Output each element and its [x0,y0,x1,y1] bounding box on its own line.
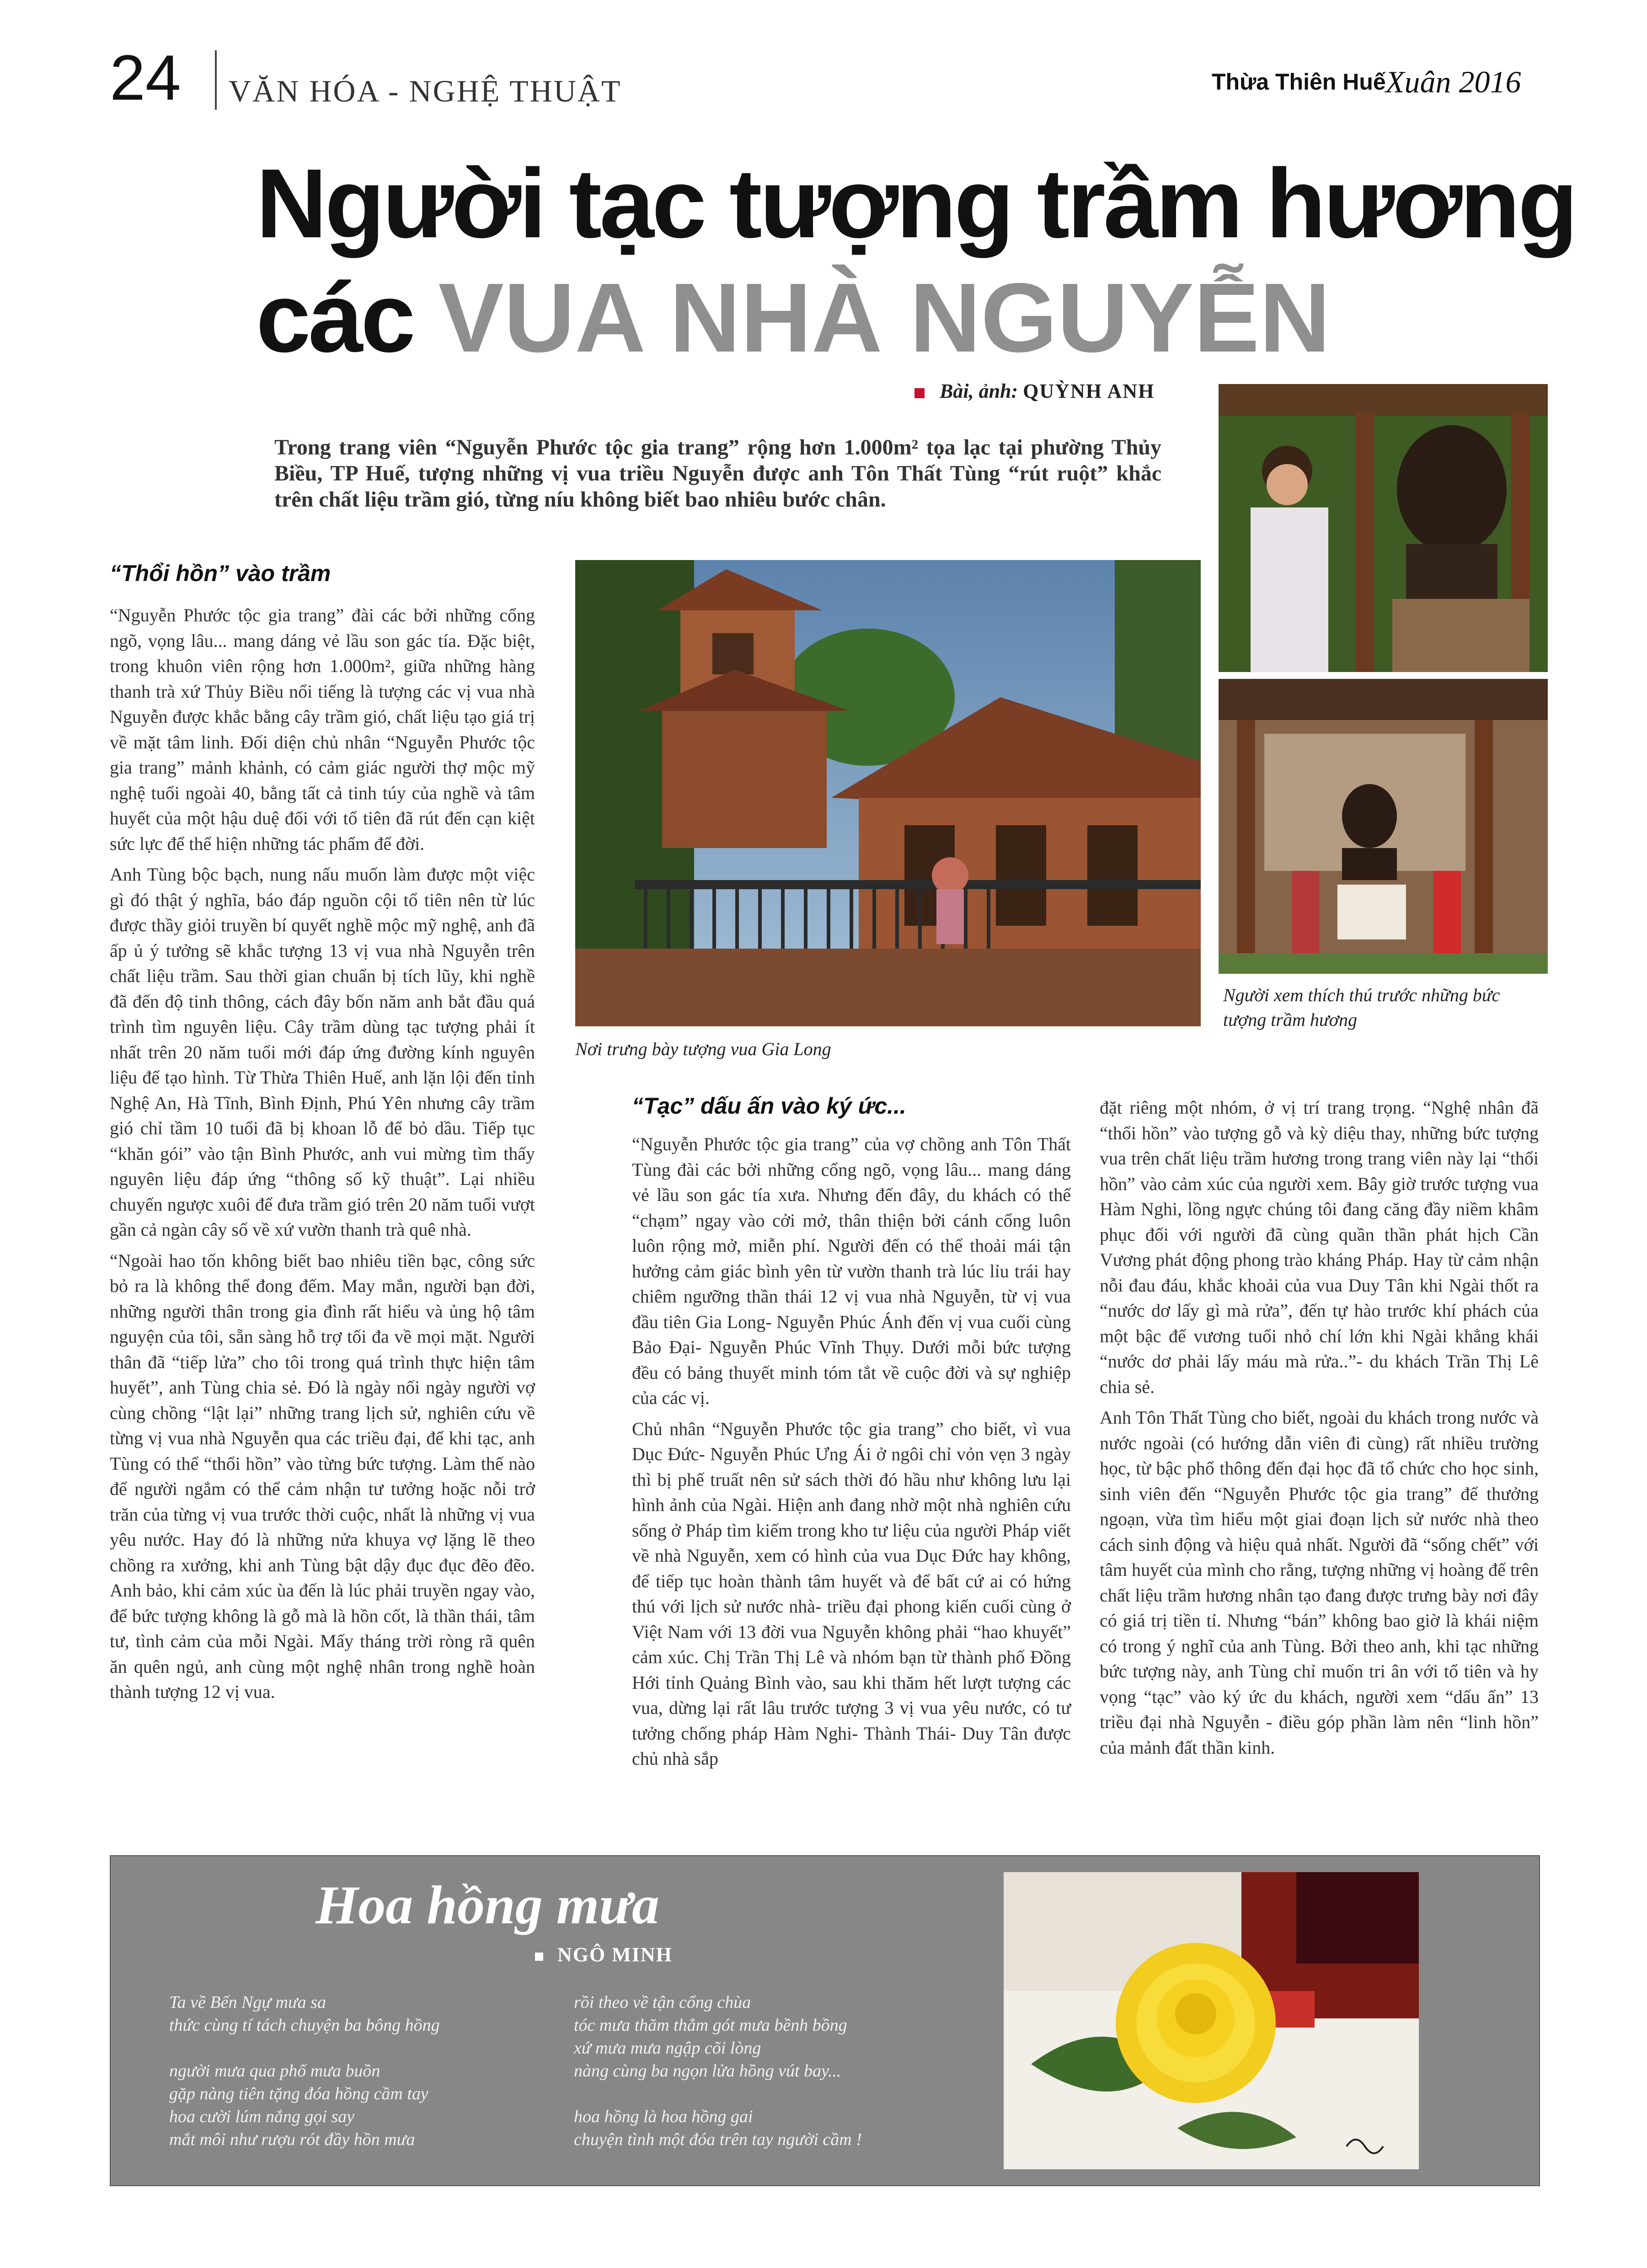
poem-author [535,1943,673,1966]
paragraph: đặt riêng một nhóm, ở vị trí trang trọng. “Nghệ nhân đã “thổi hồn” vào tượng gỗ và kỳ diệu thay, những bức tượng vua trên chất liệu trầm hương trong trang viên này lại “thổi hồn” vào cảm xúc của người xem. Bây giờ trước tượng vua Hàm Nghi, lồng ngực chúng tôi đang căng đầy niềm khâm phục đối với người đã cùng quần thần phát hịch Cần Vương phát động phong trào kháng Pháp. Hay từ cảm nhận nỗi đau đáu, khắc khoải của vua Duy Tân khi Ngài thốt ra “nước dơ lấy gì mà rửa”, đến tự hào trước khí phách của một bậc đế vương tuổi nhỏ chí lớn khi Ngài khẳng khái “nước dơ phải lấy máu mà rửa..”- du khách Trần Thị Lê chia sẻ. [1100,1097,1539,1397]
subheading-1: “Thổi hồn” vào trầm [110,560,331,586]
byline-label: Bài, ảnh: [940,380,1018,402]
photo-gia-long-display-house [575,560,1201,1026]
issue-name: Xuân 2016 [1385,64,1521,99]
column-3 [1100,1095,1539,1766]
photo-caption-main: Nơi trưng bày tượng vua Gia Long [575,1039,831,1059]
poem-line: thức cùng tí tách chuyện ba bông hồng [169,2016,440,2035]
stanza-gap [169,2037,581,2060]
paragraph: “Nguyễn Phước tộc gia trang” của vợ chồng anh Tôn Thất Tùng đài các bởi những cổng ngõ, vọng lâu... mang dáng vẻ lầu son gác tía xưa. Nhưng đến đây, du khách có thể “chạm” ngay vào cởi mở, thân thiện bởi cánh cổng luôn luôn rộng mở, miễn phí. Người đến có thể thoải mái tận hưởng cảm giác bình yên từ vườn thanh trà lúc lỉu trái hay chiêm ngưỡng thần thái 12 vị vua nhà Nguyễn, từ vị vua đầu tiên Gia Long- Nguyễn Phúc Ánh đến vị vua cuối cùng Bảo Đại- Nguyễn Phúc Vĩnh Thụy. Dưới mỗi bức tượng đều có bảng thuyết minh tóm tắt về cuộc đời và sự nghiệp của các vị. [632,1134,1071,1408]
paragraph: Anh Tùng bộc bạch, nung nấu muốn làm được một việc gì đó thật ý nghĩa, báo đáp nguồn cội tổ tiên nên từ lúc được thầy giỏi truyền bí quyết nghề mộc mỹ nghệ, anh đã ấp ủ ý tưởng sẽ khắc tượng 13 vị vua nhà Nguyễn trên chất liệu trầm. Sau thời gian chuẩn bị tích lũy, khi nghề đã đến độ tinh thông, cách đây bốn năm anh bắt đầu quá trình tìm nguyên liệu. Cây trầm dùng tạc tượng phải ít nhất trên 20 năm tuổi mới đáp ứng đường kính nguyên liệu để tạo hình. Từ Thừa Thiên Huế, anh lặn lội đến tỉnh Nghệ An, Hà Tĩnh, Bình Định, Phú Yên nhưng cây trầm gió chỉ tầm 10 tuổi đã bị khoan lỗ để bỏ dầu. Tiếp tục “khăn gói” vào tận Bình Phước, anh vui mừng tìm thấy nguyên liệu đáp ứng “thông số kỹ thuật”. Lại nhiều chuyến ngược xuôi để đưa trầm gió trên 20 năm tuổi vượt gần cả ngàn cây số về xứ vườn thanh trà quê nhà. [110,864,535,1240]
poem-line: tóc mưa thăm thẳm gót mưa bềnh bồng [574,2016,847,2035]
column-1 [110,603,535,1710]
publication-name: Thừa Thiên Huế [1212,69,1386,95]
photo-visitors-pavilion [1219,679,1548,974]
article-title-accent: VUA NHÀ NGUYỄN [438,262,1331,373]
rose-illustration [1004,1872,1419,2169]
photo-illustration [1219,679,1548,974]
poem-line: rồi theo về tận cổng chùa [574,1993,751,2012]
paragraph: Chủ nhân “Nguyễn Phước tộc gia trang” cho biết, vì vua Dục Đức- Nguyễn Phúc Ưng Ái ở ngôi chỉ vỏn vẹn 3 ngày thì bị phế truất nên sử sách thời đó hầu như không lưu lại hình ảnh của Ngài. Hiện anh đang nhờ một nhà nghiên cứu sống ở Pháp tìm kiếm trong kho tư liệu của người Pháp viết về nhà Nguyễn, xem có hình của vua Dục Đức hay không, để tiếp tục hoàn thành tâm huyết và để bất cứ ai có hứng thú với lịch sử nước nhà- triều đại phong kiến cuối cùng ở Việt Nam với 13 đời vua Nguyễn không phải “hao khuyết” cảm xúc. Chị Trần Thị Lê và nhóm bạn từ thành phố Đồng Hới tỉnh Quảng Bình vào, sau khi thăm hết lượt tượng các vua, dừng lại rất lâu trước tượng 3 vị vua yêu nước, có tư tưởng chống pháp Hàm Nghi- Thành Thái- Duy Tân được chủ nhà sắp [632,1418,1071,1769]
author-square-icon [535,1953,543,1961]
poem-line: mắt môi như rượu rót đầy hồn mưa [169,2130,415,2149]
header-divider [215,50,217,110]
byline-author: QUỲNH ANH [1023,380,1155,402]
paragraph: “Ngoài hao tốn không biết bao nhiêu tiền bạc, công sức bỏ ra là không thể đong đếm. May mắn, người bạn đời, những người thân trong gia đình rất hiểu và ủng hộ tâm nguyện của tôi, sẵn sàng hỗ trợ tối đa về mọi mặt. Người thân đã “tiếp lửa” cho tôi trong quá trình thực hiện tâm huyết”, anh Tùng chia sẻ. Đó là ngày nối ngày người vợ cùng chồng “lật lại” những trang lịch sử, nghiên cứu về từng vị vua nhà Nguyễn qua các triều đại, để khi tạc, anh Tùng có thể “thổi hồn” vào từng bức tượng. Làm thế nào để người ngắm có thể cảm nhận tư tưởng hoặc nỗi trở trăn của từng vị vua trước thời cuộc, nhất là những vị vua yêu nước. Hay đó là những nửa khuya vợ lặng lẽ theo chồng ra xưởng, khi anh Tùng bật dậy đục đục đẽo đẽo. Anh bảo, khi cảm xúc ùa đến là lúc phải truyền ngay vào, để bức tượng không là gỗ mà là hồn cốt, là thần thái, tâm tư, tình cảm của mỗi Ngài. Mấy tháng trời ròng rã quên ăn quên ngủ, anh cùng một nghệ nhân trong nghề hoàn thành tượng 12 vị vua. [110,1250,535,1702]
rose-painting [1004,1872,1419,2169]
stanza-gap [574,2082,985,2105]
article-lead: Trong trang viên “Nguyễn Phước tộc gia trang” rộng hơn 1.000m² tọa lạc tại phường Thủy Biều, TP Huế, tượng những vị vua triều Nguyễn được anh Tôn Thất Tùng “rút ruột” khắc trên chất liệu trầm gió, từng níu không biết bao nhiêu bước chân. [274,435,1161,512]
byline [914,379,1155,403]
photo-illustration [1219,384,1548,672]
poem-line: xứ mưa mưa ngập cõi lòng [574,2039,761,2058]
article-title-prefix: các [256,262,413,373]
poem-column-2 [574,1991,985,2151]
article-title-line1: Người tạc tượng trầm hương [256,148,1576,258]
article-title-line2 [256,262,1331,373]
byline-square-icon [914,388,925,398]
poem-author-name: NGÔ MINH [557,1943,673,1966]
poem-line: hoa hồng là hoa hồng gai [574,2107,753,2126]
column-2 [632,1131,1071,1777]
page-number: 24 [110,42,181,113]
photo-woman-with-bust [1219,384,1548,672]
poem-line: hoa cười lúm nắng gọi say [169,2107,355,2126]
poem-line: nàng cùng ba ngọn lửa hồng vút bay... [574,2061,841,2081]
poem-line: chuyện tình một đóa trên tay người cầm ! [574,2130,862,2149]
poem-column-1 [169,1991,581,2151]
poem-line: người mưa qua phố mưa buồn [169,2061,380,2081]
photo-illustration [575,560,1201,1026]
paragraph: “Nguyễn Phước tộc gia trang” đài các bởi những cổng ngõ, vọng lâu... mang dáng vẻ lầu son gác tía. Đặc biệt, trong khuôn viên rộng hơn 1.000m², giữa những hàng thanh trà xứ Thủy Biều nổi tiếng là tượng các vị vua nhà Nguyễn được khắc bằng cây trầm gió, chất liệu tạo giá trị về mặt tâm linh. Đối diện chủ nhân “Nguyễn Phước tộc gia trang” mảnh khảnh, có cảm giác người thợ mộc mỹ nghệ tuổi ngoài 40, bằng tất cả tinh túy của nghề và tâm huyết của một hậu duệ đối với tổ tiên đã rút đến cạn kiệt sức lực để thể hiện những tác phẩm để đời. [110,605,535,854]
poem-line: gặp nàng tiên tặng đóa hồng cầm tay [169,2084,428,2103]
section-name: VĂN HÓA - NGHỆ THUẬT [229,74,622,108]
photo-caption-side: Người xem thích thú trước những bức tượng trầm hương [1223,985,1500,1030]
poem-line: Ta về Bến Ngự mưa sa [169,1993,326,2012]
subheading-2: “Tạc” dấu ấn vào ký ức... [632,1093,906,1119]
paragraph: Anh Tôn Thất Tùng cho biết, ngoài du khách trong nước và nước ngoài (có hướng dẫn viên đi cùng) rất nhiều trường học, từ bậc phổ thông đến đại học đã tổ chức cho học sinh, sinh viên đến “Nguyễn Phước tộc gia trang” để thưởng ngoạn, vừa tìm hiểu một giai đoạn lịch sử nước nhà theo cách sinh động và hiệu quả nhất. Người đã “sống chết” với tâm huyết của mình cho rằng, tượng những vị hoàng đế trên chất liệu trầm hương nhân tạo đang được trưng bày nơi đây có giá trị tiền tỉ. Nhưng “bán” không bao giờ là khái niệm có trong ý nghĩ của anh Tùng. Bởi theo anh, khi tạc những bức tượng này, anh Tùng chỉ muốn tri ân với tổ tiên và hy vọng “tạc” vào ký ức du khách, người xem “dấu ấn” 13 triều đại nhà Nguyễn - điều góp phần làm nên “linh hồn” của mảnh đất thần kinh. [1100,1407,1539,1758]
poem-title: Hoa hồng mưa [315,1874,660,1935]
